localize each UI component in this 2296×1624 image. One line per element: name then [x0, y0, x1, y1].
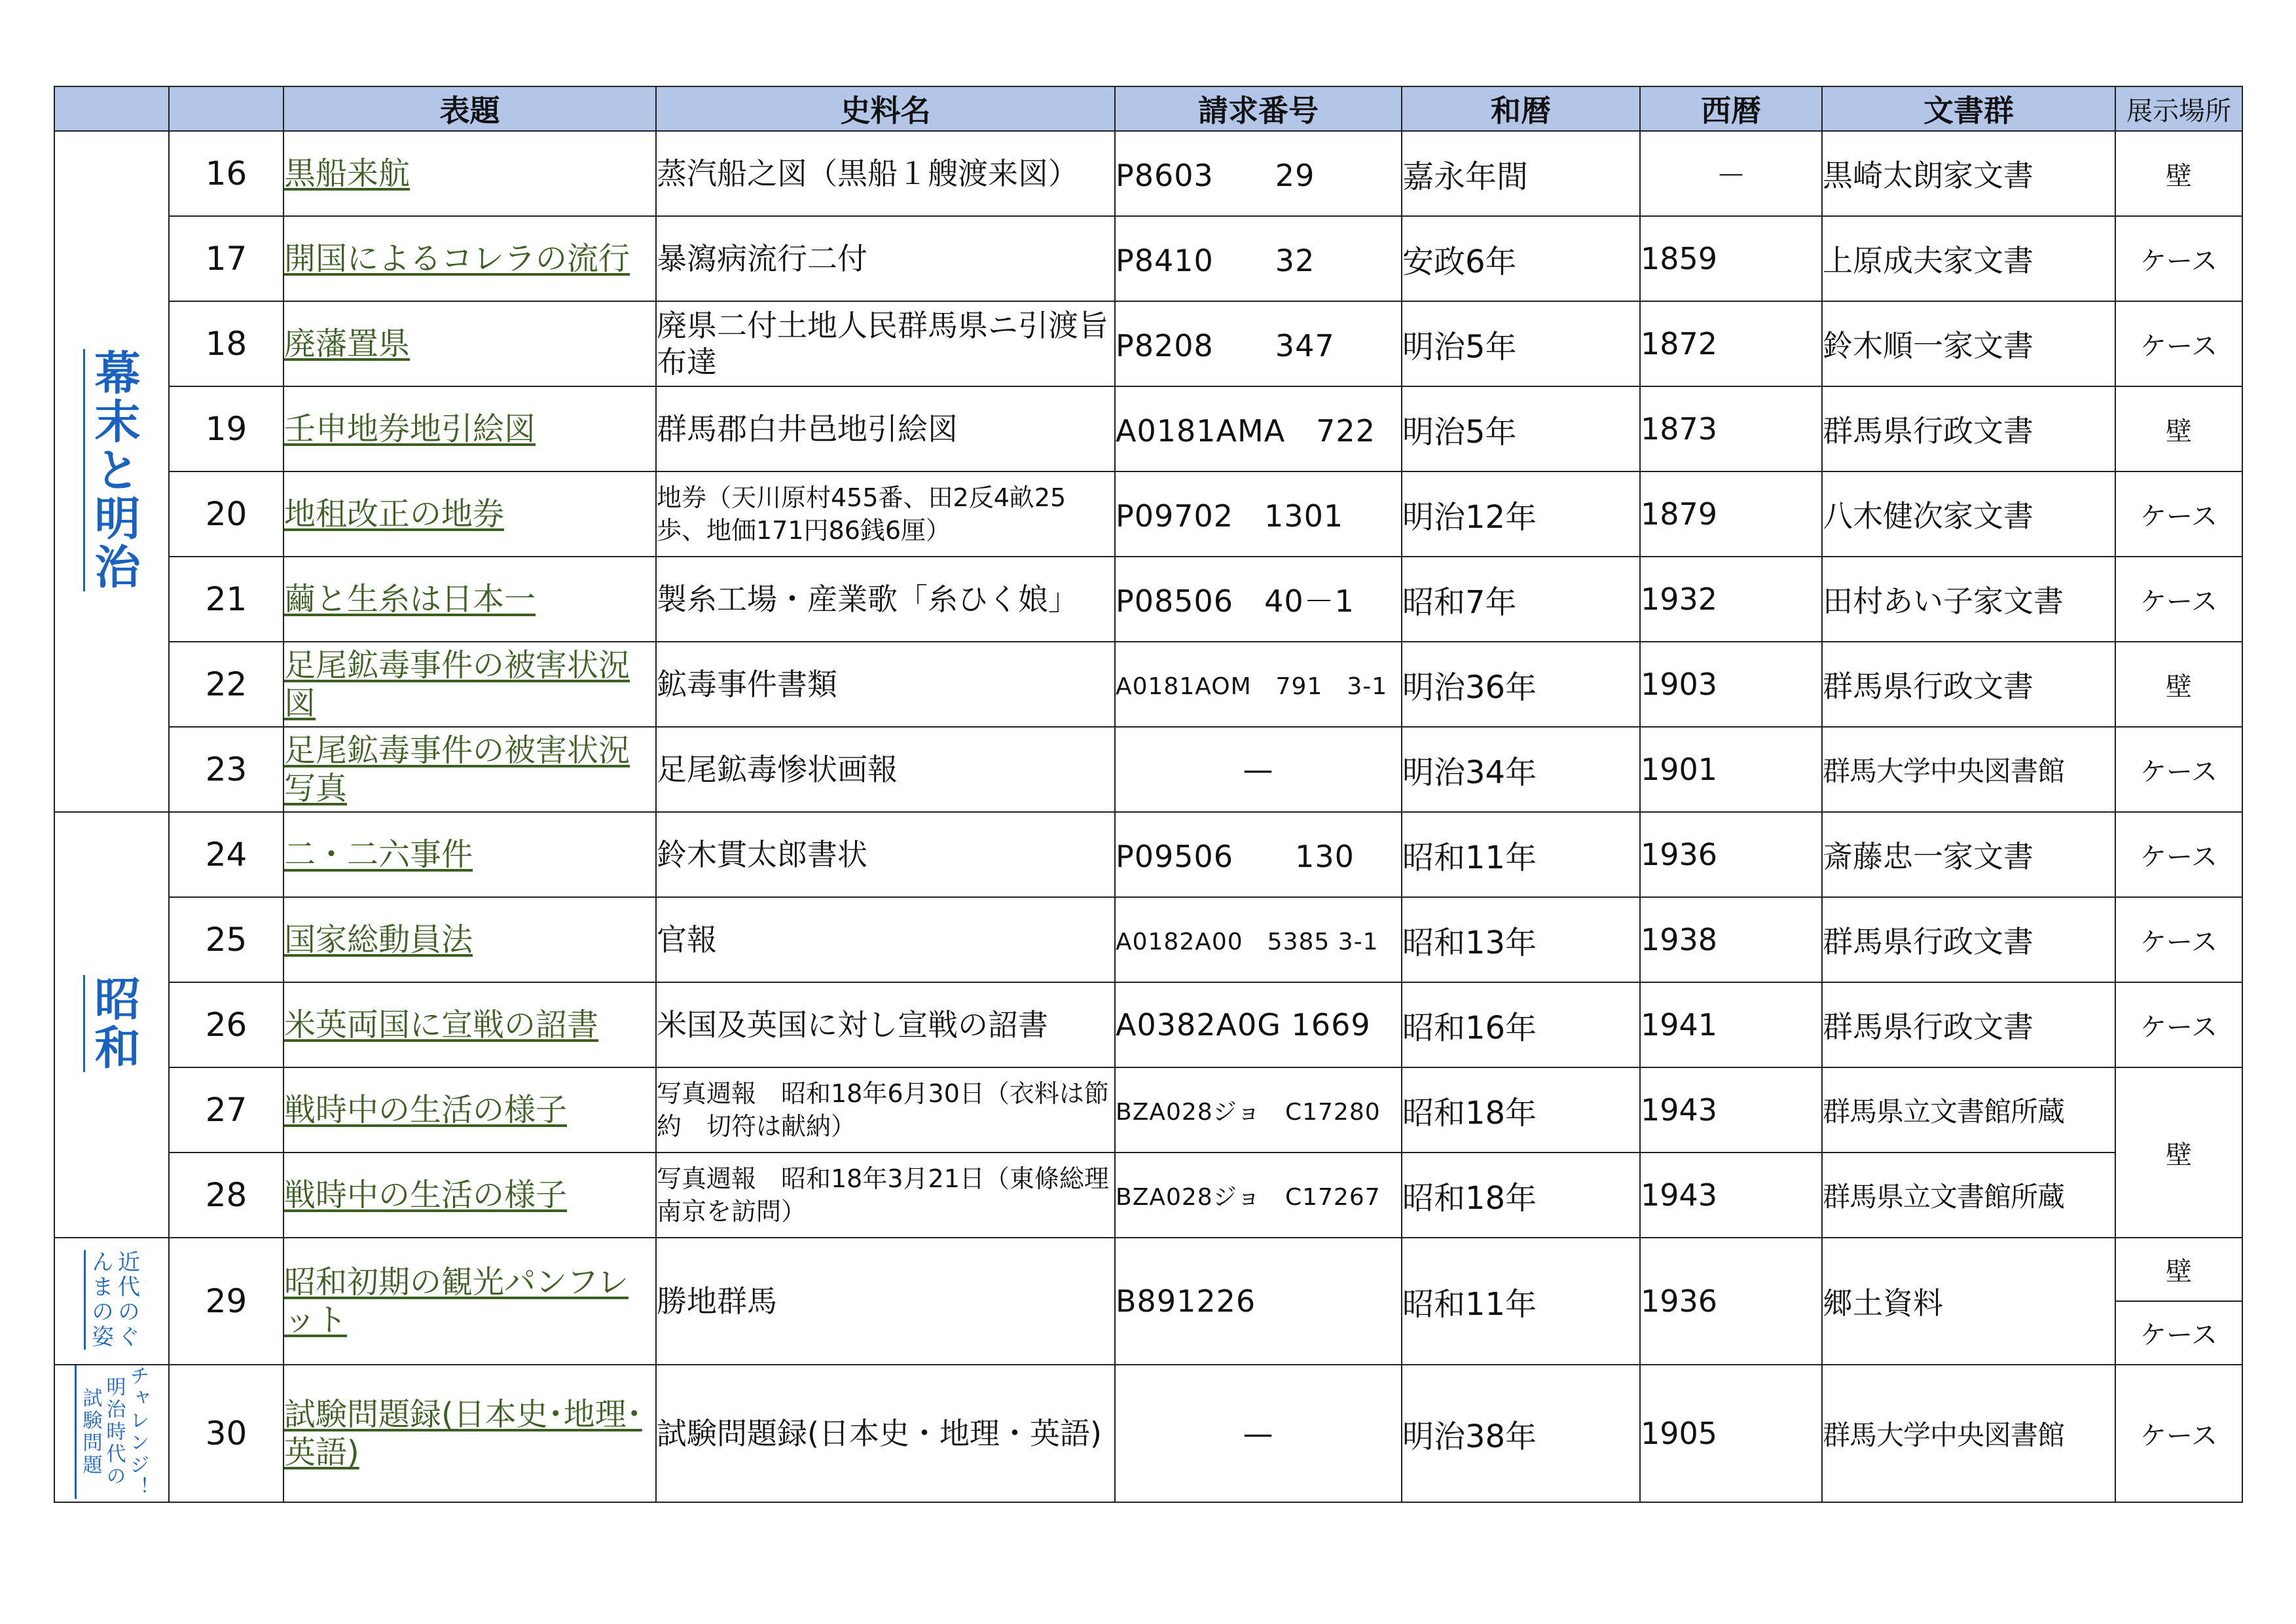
category-showa: 昭和	[54, 812, 169, 1238]
source-name: 官報	[656, 897, 1115, 982]
source-name: 写真週報 昭和18年3月21日（東條総理南京を訪問）	[656, 1153, 1115, 1238]
display-place: 壁	[2115, 131, 2242, 216]
display-place: ケース	[2115, 897, 2242, 982]
wareki: 明治12年	[1402, 471, 1640, 557]
display-place-2: ケース	[2115, 1301, 2242, 1365]
call-number: P8208 347	[1115, 301, 1402, 386]
wareki: 明治5年	[1402, 301, 1640, 386]
display-place: ケース	[2115, 727, 2242, 812]
table-row	[54, 727, 2242, 812]
document-group: 上原成夫家文書	[1822, 216, 2115, 301]
source-name: 足尾鉱毒惨状画報	[656, 727, 1115, 812]
call-number: A0181AOM 791 3-1	[1115, 642, 1402, 727]
table-row	[54, 1153, 2242, 1238]
call-number: P09506 130	[1115, 812, 1402, 897]
title-link[interactable]: 廃藩置県	[284, 325, 410, 362]
seireki: 1932	[1640, 557, 1822, 642]
seireki: 1872	[1640, 301, 1822, 386]
wareki: 明治38年	[1402, 1365, 1640, 1502]
source-name: 製糸工場・産業歌「糸ひく娘」	[656, 557, 1115, 642]
row-number: 22	[169, 642, 283, 727]
header-title: 表題	[283, 86, 656, 131]
document-group: 田村あい子家文書	[1822, 557, 2115, 642]
wareki: 昭和11年	[1402, 1238, 1640, 1365]
document-group: 群馬大学中央図書館	[1822, 727, 2115, 812]
title-link[interactable]: 戦時中の生活の様子	[284, 1092, 568, 1128]
table-row	[54, 131, 2242, 216]
table-row	[54, 982, 2242, 1067]
source-name: 地券（天川原村455番、田2反4畝25歩、地価171円86銭6厘）	[656, 471, 1115, 557]
title-link[interactable]: 繭と生糸は日本一	[284, 581, 536, 618]
seireki: －	[1640, 131, 1822, 216]
wareki: 安政6年	[1402, 216, 1640, 301]
row-number: 24	[169, 812, 283, 897]
seireki: 1859	[1640, 216, 1822, 301]
call-number: P09702 1301	[1115, 471, 1402, 557]
row-number: 19	[169, 386, 283, 471]
call-number: P8410 32	[1115, 216, 1402, 301]
source-name: 鈴木貫太郎書状	[656, 812, 1115, 897]
table-row	[54, 1365, 2242, 1502]
display-place: ケース	[2115, 982, 2242, 1067]
table-row	[54, 1067, 2242, 1153]
display-place: ケース	[2115, 471, 2242, 557]
table-row	[54, 216, 2242, 301]
display-place: ケース	[2115, 1365, 2242, 1502]
display-place: ケース	[2115, 812, 2242, 897]
display-place: ケース	[2115, 301, 2242, 386]
header-row	[54, 86, 2242, 131]
call-number: P08506 40－1	[1115, 557, 1402, 642]
wareki: 明治36年	[1402, 642, 1640, 727]
header-document-group: 文書群	[1822, 86, 2115, 131]
source-name: 群馬郡白井邑地引絵図	[656, 386, 1115, 471]
table-row	[54, 301, 2242, 386]
call-number: —	[1115, 1365, 1402, 1502]
seireki: 1938	[1640, 897, 1822, 982]
row-number: 28	[169, 1153, 283, 1238]
table-row	[54, 642, 2242, 727]
wareki: 昭和18年	[1402, 1067, 1640, 1153]
table-row	[54, 471, 2242, 557]
row-number: 30	[169, 1365, 283, 1502]
call-number: A0382A0G 1669	[1115, 982, 1402, 1067]
row-number: 20	[169, 471, 283, 557]
title-link[interactable]: 米英両国に宣戦の詔書	[284, 1006, 599, 1043]
source-name: 蒸汽船之図（黒船１艘渡来図）	[656, 131, 1115, 216]
display-place: ケース	[2115, 216, 2242, 301]
header-seireki: 西暦	[1640, 86, 1822, 131]
header-call-number: 請求番号	[1115, 86, 1402, 131]
title-link[interactable]: 戦時中の生活の様子	[284, 1177, 568, 1213]
document-group: 鈴木順一家文書	[1822, 301, 2115, 386]
row-number: 26	[169, 982, 283, 1067]
title-link[interactable]: 壬申地券地引絵図	[284, 411, 536, 447]
header-wareki: 和暦	[1402, 86, 1640, 131]
document-group: 群馬県行政文書	[1822, 982, 2115, 1067]
row-number: 25	[169, 897, 283, 982]
document-group: 郷土資料	[1822, 1238, 2115, 1365]
source-name: 鉱毒事件書類	[656, 642, 1115, 727]
document-group: 群馬県行政文書	[1822, 642, 2115, 727]
seireki: 1901	[1640, 727, 1822, 812]
title-link[interactable]: 試験問題録(日本史･地理･英語)	[284, 1396, 642, 1471]
row-number: 23	[169, 727, 283, 812]
wareki: 昭和7年	[1402, 557, 1640, 642]
wareki: 明治5年	[1402, 386, 1640, 471]
row-number: 18	[169, 301, 283, 386]
source-name: 米国及英国に対し宣戦の詔書	[656, 982, 1115, 1067]
table-row	[54, 386, 2242, 471]
exhibit-table	[54, 86, 2243, 1503]
header-source-name: 史料名	[656, 86, 1115, 131]
table-row	[54, 897, 2242, 982]
table-row	[54, 1238, 2242, 1301]
table-row	[54, 557, 2242, 642]
document-group: 黒崎太朗家文書	[1822, 131, 2115, 216]
seireki: 1936	[1640, 812, 1822, 897]
document-group: 群馬大学中央図書館	[1822, 1365, 2115, 1502]
wareki: 昭和11年	[1402, 812, 1640, 897]
title-link[interactable]: 足尾鉱毒事件の被害状況図	[284, 647, 630, 722]
wareki: 昭和18年	[1402, 1153, 1640, 1238]
source-name: 勝地群馬	[656, 1238, 1115, 1365]
category-kindai-gunma: 近代のぐ んまの姿	[54, 1238, 169, 1365]
exhibit-list-sheet	[54, 86, 2242, 1503]
document-group: 群馬県行政文書	[1822, 386, 2115, 471]
call-number: BZA028ジョ C17280	[1115, 1067, 1402, 1153]
wareki: 嘉永年間	[1402, 131, 1640, 216]
call-number: P8603 29	[1115, 131, 1402, 216]
wareki: 昭和13年	[1402, 897, 1640, 982]
document-group: 群馬県立文書館所蔵	[1822, 1067, 2115, 1153]
title-link[interactable]: 昭和初期の観光パンフレット	[284, 1264, 629, 1338]
title-link[interactable]: 国家総動員法	[284, 921, 473, 958]
display-place: 壁	[2115, 1238, 2242, 1301]
title-link[interactable]: 二・二六事件	[284, 836, 473, 873]
title-link[interactable]: 開国によるコレラの流行	[284, 240, 630, 277]
document-group: 群馬県行政文書	[1822, 897, 2115, 982]
wareki: 昭和16年	[1402, 982, 1640, 1067]
seireki: 1905	[1640, 1365, 1822, 1502]
call-number: A0181AMA 722	[1115, 386, 1402, 471]
wareki: 明治34年	[1402, 727, 1640, 812]
category-challenge: チャレンジ！ 明治時代の 試験問題	[54, 1365, 169, 1502]
call-number: A0182A00 5385 3-1	[1115, 897, 1402, 982]
seireki: 1903	[1640, 642, 1822, 727]
seireki: 1943	[1640, 1153, 1822, 1238]
document-group: 斎藤忠一家文書	[1822, 812, 2115, 897]
call-number: —	[1115, 727, 1402, 812]
row-number: 21	[169, 557, 283, 642]
header-category	[54, 86, 169, 131]
source-name: 廃県二付土地人民群馬県ニ引渡旨布達	[656, 301, 1115, 386]
display-place: 壁	[2115, 642, 2242, 727]
seireki: 1879	[1640, 471, 1822, 557]
title-link[interactable]: 足尾鉱毒事件の被害状況写真	[284, 732, 630, 807]
category-bakumatsu-meiji: 幕末と明治	[54, 131, 169, 812]
display-place: 壁	[2115, 1067, 2242, 1238]
row-number: 29	[169, 1238, 283, 1365]
row-number: 27	[169, 1067, 283, 1153]
source-name: 暴瀉病流行二付	[656, 216, 1115, 301]
row-number: 17	[169, 216, 283, 301]
seireki: 1941	[1640, 982, 1822, 1067]
document-group: 八木健次家文書	[1822, 471, 2115, 557]
source-name: 試験問題録(日本史・地理・英語)	[656, 1365, 1115, 1502]
seireki: 1936	[1640, 1238, 1822, 1365]
header-display-place: 展示場所	[2115, 86, 2242, 131]
call-number: BZA028ジョ C17267	[1115, 1153, 1402, 1238]
seireki: 1873	[1640, 386, 1822, 471]
display-place: ケース	[2115, 557, 2242, 642]
seireki: 1943	[1640, 1067, 1822, 1153]
title-link[interactable]: 黒船来航	[284, 155, 410, 192]
call-number: B891226	[1115, 1238, 1402, 1365]
table-row	[54, 812, 2242, 897]
source-name: 写真週報 昭和18年6月30日（衣料は節約 切符は献納）	[656, 1067, 1115, 1153]
display-place: 壁	[2115, 386, 2242, 471]
row-number: 16	[169, 131, 283, 216]
title-link[interactable]: 地租改正の地券	[284, 496, 505, 532]
header-number	[169, 86, 283, 131]
document-group: 群馬県立文書館所蔵	[1822, 1153, 2115, 1238]
